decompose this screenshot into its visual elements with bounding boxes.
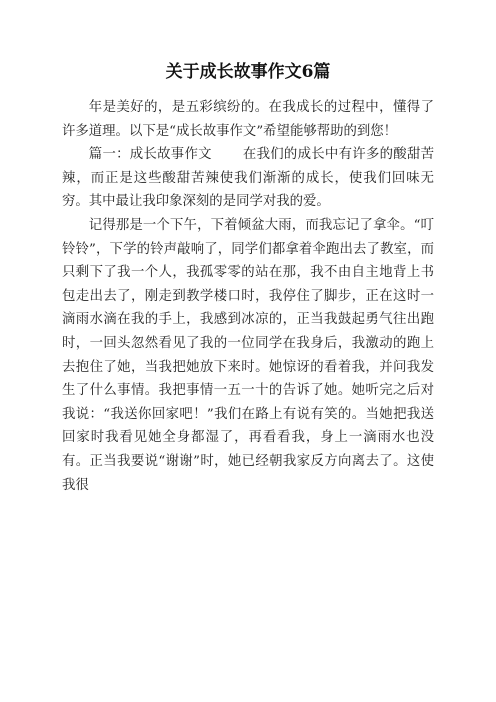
section-one-text: 在我们的成长中有许多的酸甜苦辣，而正是这些酸甜苦辣使我们渐渐的成长，使我们回味无穷。其中最让我印象深刻的是同学对我的爱。 xyxy=(62,147,435,210)
section-one-label: 篇一：成长故事作文 xyxy=(88,147,212,163)
document-page xyxy=(62,60,434,497)
section-one-paragraph xyxy=(62,143,434,214)
intro-paragraph: 年是美好的，是五彩缤纷的。在我成长的过程中，懂得了许多道理。以下是“成长故事作文”希望能够帮助的到您！ xyxy=(62,100,434,139)
document-title: 关于成长故事作文6篇 xyxy=(165,62,331,82)
story-paragraph: 记得那是一个下午，下着倾盆大雨，而我忘记了拿伞。“叮铃铃”，下学的铃声敲响了，同学们都拿着伞跑出去了教室，而只剩下了我一个人，我孤零零的站在那，我不由自主地背上书包走出去了，刚走到教学楼口时，我停住了脚步，正在这时一滴雨水滴在我的手上，我感到冰凉的，正当我鼓起勇气往出跑时，一回头忽然看见了我的一位同学在我身后，我激动的跑上去抱住了她，当我把她放下来时。她惊讶的看着我，并问我发生了什么事情。我把事情一五一十的告诉了她。她听完之后对我说：“我送你回家吧！”我们在路上有说有笑的。当她把我送回家时我看见她全身都湿了，再看看我，身上一滴雨水也没有。正当我要说“谢谢”时，她已经朝我家反方向离去了。这使我很 xyxy=(62,217,434,493)
